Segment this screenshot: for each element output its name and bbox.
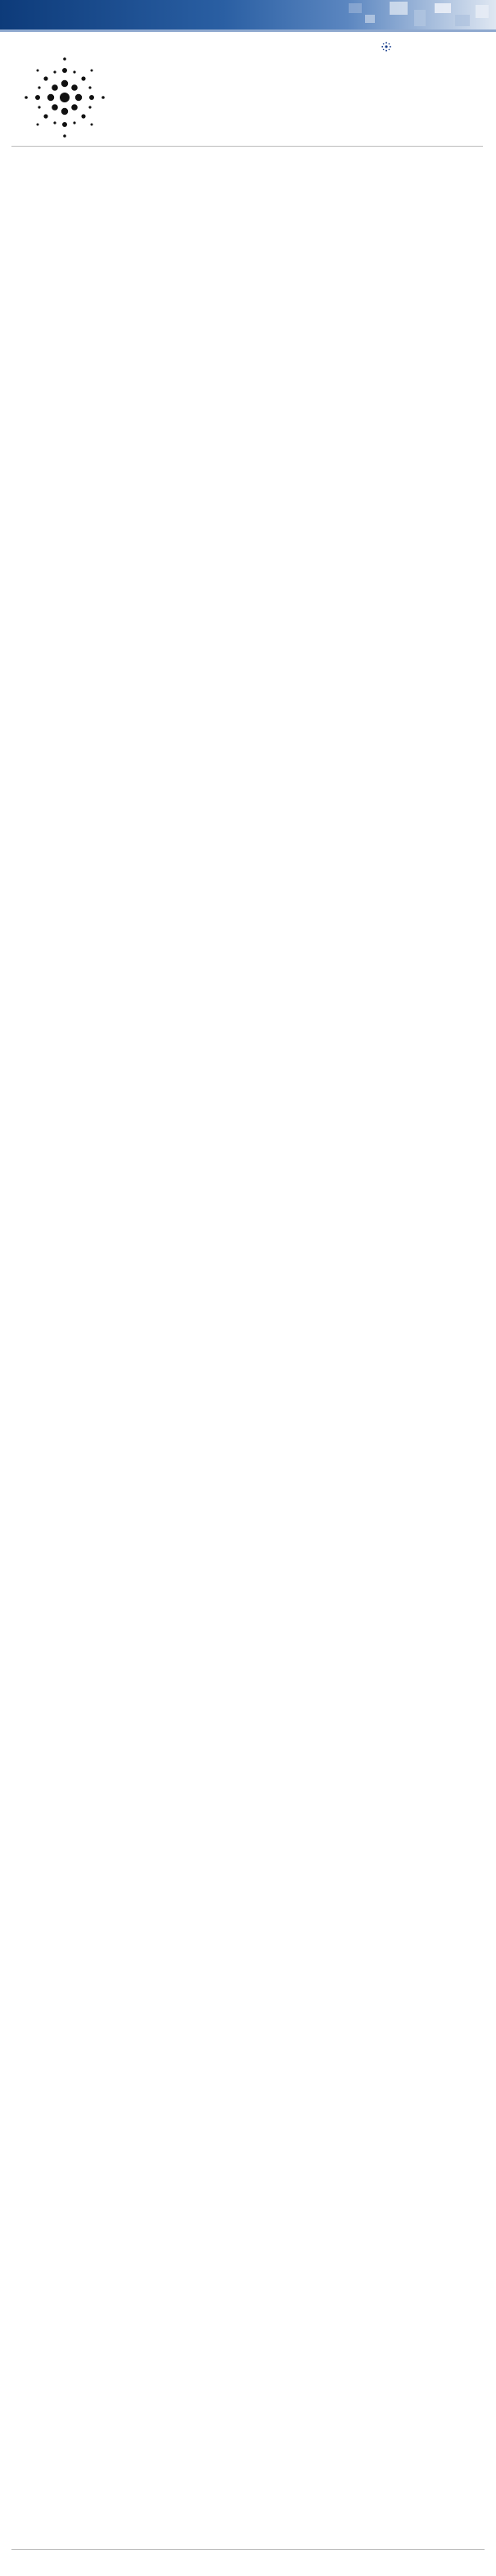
banner-decoration-graphic bbox=[332, 0, 496, 29]
banner-underline bbox=[0, 29, 496, 32]
chromatogram-figure-3 bbox=[13, 1761, 340, 1976]
agilent-spark-icon bbox=[380, 40, 393, 53]
header-divider bbox=[11, 146, 483, 147]
chromatogram-figure-2 bbox=[13, 1456, 406, 1718]
header-banner bbox=[0, 0, 496, 29]
footer-divider bbox=[11, 2549, 485, 2550]
chromatogram-figure-1 bbox=[13, 1178, 471, 1415]
chromatogram-figure-4 bbox=[13, 2003, 349, 2225]
agilent-logo-icon bbox=[21, 54, 108, 141]
